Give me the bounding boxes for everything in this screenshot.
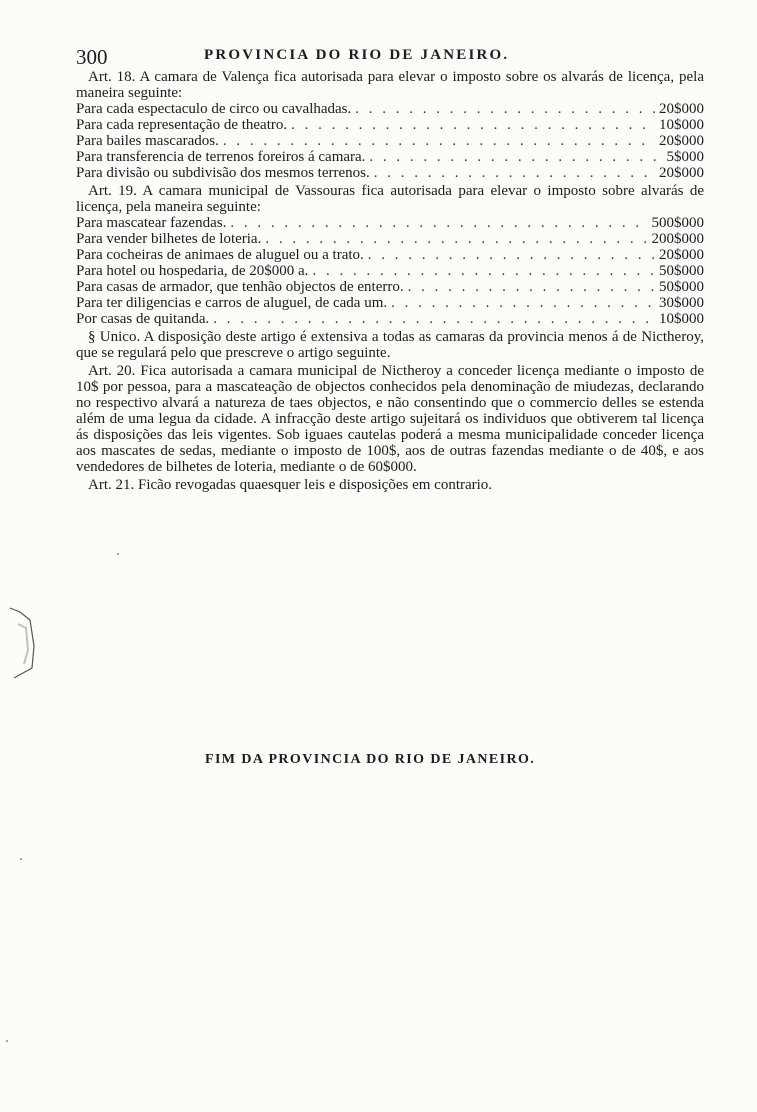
fee-amount: 50$000 <box>659 279 704 295</box>
page-number: 300 <box>76 45 108 69</box>
fee-label: Para ter diligencias e carros de aluguel, de cada um. <box>76 295 388 311</box>
fee-row <box>76 101 704 117</box>
dot-leader <box>374 165 655 181</box>
dot-leader <box>265 231 647 247</box>
fee-label: Para casas de armador, que tenhão objectos de enterro. <box>76 279 404 295</box>
fee-amount: 20$000 <box>659 133 704 149</box>
fee-amount: 20$000 <box>659 247 704 263</box>
fee-row <box>76 295 704 311</box>
fee-amount: 10$000 <box>659 311 704 327</box>
fee-label: Para divisão ou subdivisão dos mesmos terrenos. <box>76 165 370 181</box>
dot-leader <box>408 279 655 295</box>
fee-row <box>76 133 704 149</box>
fee-amount: 20$000 <box>659 165 704 181</box>
fee-row <box>76 247 704 263</box>
dot-leader <box>213 311 655 327</box>
fee-label: Por casas de quitanda. <box>76 311 210 327</box>
body-text <box>76 69 704 493</box>
dot-leader <box>391 295 655 311</box>
fee-row <box>76 311 704 327</box>
fee-label: Para bailes mascarados. <box>76 133 219 149</box>
article-18-fee-list <box>76 101 704 181</box>
fee-row <box>76 149 704 165</box>
fee-label: Para transferencia de terrenos foreiros á camara. <box>76 149 366 165</box>
dot-leader <box>368 247 655 263</box>
paper-speck <box>6 1040 8 1042</box>
fee-row <box>76 263 704 279</box>
page-header <box>76 45 704 69</box>
dot-leader <box>355 101 655 117</box>
end-of-section-title: FIM DA PROVINCIA DO RIO DE JANEIRO. <box>205 752 536 767</box>
fee-amount: 200$000 <box>651 231 704 247</box>
fee-amount: 20$000 <box>659 101 704 117</box>
article-19-fee-list <box>76 215 704 327</box>
fee-amount: 500$000 <box>651 215 704 231</box>
fee-label: Para cocheiras de animaes de aluguel ou a trato. <box>76 247 364 263</box>
running-title: PROVINCIA DO RIO DE JANEIRO. <box>204 47 510 63</box>
fee-row <box>76 215 704 231</box>
dot-leader <box>291 117 655 133</box>
fee-amount: 10$000 <box>659 117 704 133</box>
binding-mark-decoration <box>8 606 36 680</box>
dot-leader <box>312 263 655 279</box>
fee-label: Para hotel ou hospedaria, de 20$000 a. <box>76 263 309 279</box>
fee-label: Para cada espectaculo de circo ou cavalhadas. <box>76 101 352 117</box>
fee-label: Para mascatear fazendas. <box>76 215 227 231</box>
dot-leader <box>223 133 655 149</box>
fee-row <box>76 117 704 133</box>
dot-leader <box>230 215 647 231</box>
article-20: Art. 20. Fica autorisada a camara municipal de Nictheroy a conceder licença mediante o imposto de 10$ por pessoa, para a mascateação de objectos conhecidos pela denominação de miudezas, declarando no respectivo alvará a natureza de taes objectos, e não consentindo que o commercio delles se estenda além de uma legua da cidade. A infracção deste artigo sujeitará os individuos que obtiverem tal licença ás disposições das leis vigentes. Sob iguaes cautelas poderá a mesma municipalidade conceder licença aos mascates de sedas, mediante o imposto de 100$, aos de outras fazendas mediante o de 40$, e aos vendedores de bilhetes de loteria, mediante o de 60$000. <box>76 363 704 475</box>
fee-amount: 50$000 <box>659 263 704 279</box>
article-18-intro: Art. 18. A camara de Valença fica autorisada para elevar o imposto sobre os alvarás de licença, pela maneira seguinte: <box>76 69 704 101</box>
paper-speck <box>20 858 22 860</box>
fee-label: Para vender bilhetes de loteria. <box>76 231 262 247</box>
fee-amount: 30$000 <box>659 295 704 311</box>
article-19-intro: Art. 19. A camara municipal de Vassouras fica autorisada para elevar o imposto sobre alvarás de licença, pela maneira seguinte: <box>76 183 704 215</box>
fee-label: Para cada representação de theatro. <box>76 117 288 133</box>
fee-row <box>76 165 704 181</box>
document-page <box>76 45 704 493</box>
fee-row <box>76 231 704 247</box>
fee-row <box>76 279 704 295</box>
paragraph-unico: § Unico. A disposição deste artigo é extensiva a todas as camaras da provincia menos á de Nictheroy, que se regulará pelo que prescreve o artigo seguinte. <box>76 329 704 361</box>
article-21: Art. 21. Ficão revogadas quaesquer leis e disposições em contrario. <box>88 477 493 493</box>
fee-amount: 5$000 <box>666 149 704 165</box>
paper-speck <box>117 553 119 555</box>
dot-leader <box>369 149 662 165</box>
